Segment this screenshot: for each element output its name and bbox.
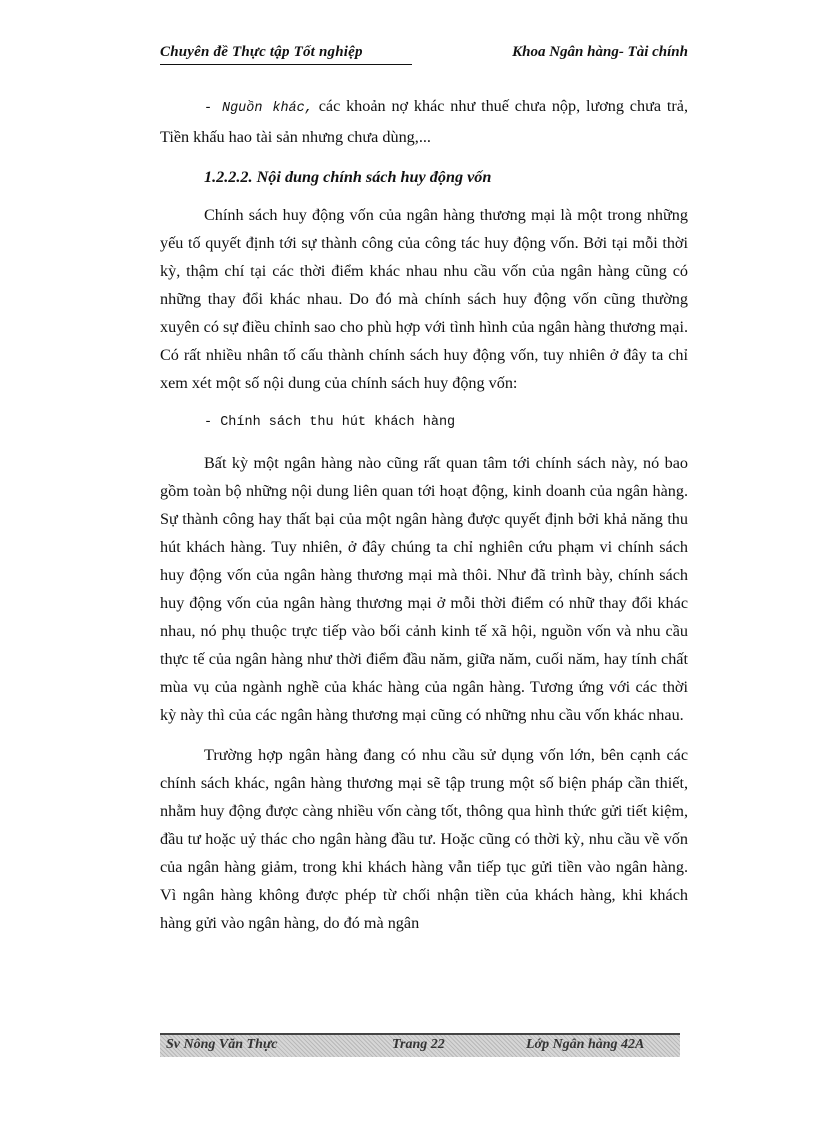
paragraph-other-sources bbox=[160, 92, 688, 151]
other-sources-lead: - Nguồn khác, bbox=[204, 101, 313, 116]
bullet-customer-policy: - Chính sách thu hút khách hàng bbox=[204, 415, 456, 430]
section-heading: 1.2.2.2. Nội dung chính sách huy động vốn bbox=[204, 168, 492, 186]
page-footer bbox=[160, 1033, 680, 1057]
page-header bbox=[160, 44, 688, 72]
footer-page-number: Trang 22 bbox=[392, 1037, 445, 1052]
header-faculty: Khoa Ngân hàng- Tài chính bbox=[512, 44, 688, 60]
other-sources-text: các khoản nợ khác như thuế chưa nộp, lương chưa trả, Tiền khấu hao tài sản nhưng chưa dùng,... bbox=[160, 97, 688, 146]
paragraph-customer-policy: Bất kỳ một ngân hàng nào cũng rất quan tâm tới chính sách này, nó bao gồm toàn bộ những nội dung liên quan tới hoạt động, kinh doanh của ngân hàng. Sự thành công hay thất bại của một ngân hàng được quyết định bởi khả năng thu hút khách hàng. Tuy nhiên, ở đây chúng ta chỉ nghiên cứu phạm vi chính sách huy động vốn của ngân hàng thương mại mà thôi. Như đã trình bày, chính sách huy động vốn của ngân hàng thương mại ở mỗi thời điểm có nhữ thay đổi khác nhau, nó phụ thuộc trực tiếp vào bối cảnh kinh tế xã hội, nguồn vốn và nhu cầu thực tế của ngân hàng như thời điểm đầu năm, giữa năm, cuối năm, hay tính chất mùa vụ của ngành nghề của khác hàng của ngân hàng. Tương ứng với các thời kỳ này thì của các ngân hàng thương mại cũng có những nhu cầu vốn khác nhau. bbox=[160, 454, 688, 724]
paragraph-capital-needs: Trường hợp ngân hàng đang có nhu cầu sử dụng vốn lớn, bên cạnh các chính sách khác, ngân hàng thương mại sẽ tập trung một số biện pháp cần thiết, nhằm huy động được càng nhiều vốn càng tốt, thông qua hình thức gửi tiết kiệm, đầu tư hoặc uỷ thác cho ngân hàng đầu tư. Hoặc cũng có thời kỳ, nhu cầu về vốn của ngân hàng giảm, trong khi khách hàng vẫn tiếp tục gửi tiền vào ngân hàng. Vì ngân hàng không được phép từ chối nhận tiền của khách hàng, khi khách hàng gửi vào ngân hàng, do đó mà ngân bbox=[160, 746, 688, 932]
page-body bbox=[160, 92, 688, 949]
footer-author: Sv Nông Văn Thực bbox=[166, 1037, 278, 1052]
paragraph-policy-intro: Chính sách huy động vốn của ngân hàng thương mại là một trong những yếu tố quyết định tới sự thành công của công tác huy động vốn. Bởi tại mỗi thời kỳ, thậm chí tại các thời điểm khác nhau nhu cầu vốn của ngân hàng cũng có những thay đổi khác nhau. Do đó mà chính sách huy động vốn cũng thường xuyên có sự điều chỉnh sao cho phù hợp với tình hình của ngân hàng thương mại. Có rất nhiều nhân tố cấu thành chính sách huy động vốn, tuy nhiên ở đây ta chỉ xem xét một số nội dung của chính sách huy động vốn: bbox=[160, 206, 688, 392]
header-document-title: Chuyên đề Thực tập Tốt nghiệp bbox=[160, 44, 412, 65]
footer-class: Lớp Ngân hàng 42A bbox=[526, 1037, 645, 1052]
